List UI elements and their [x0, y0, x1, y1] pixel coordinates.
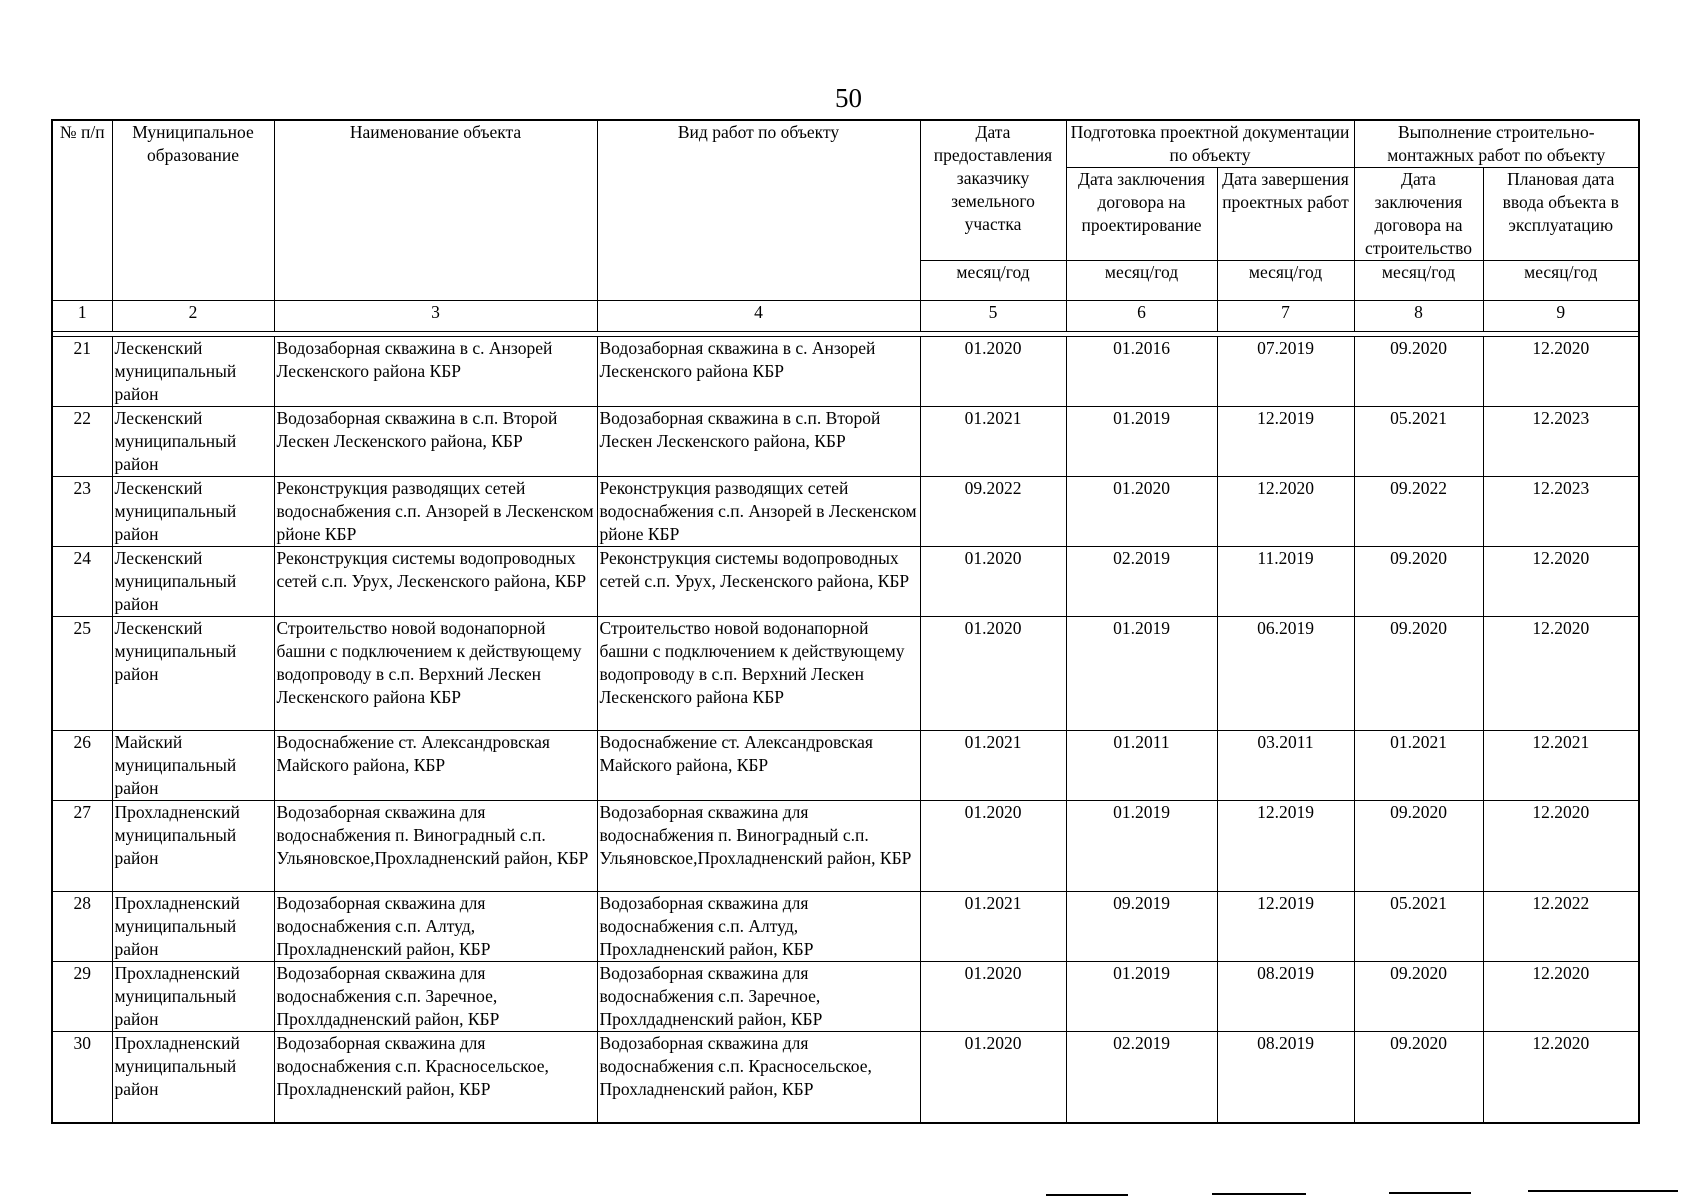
construction-contract-date-cell: 05.2021: [1354, 892, 1483, 962]
commissioning-date-cell: 12.2020: [1483, 1032, 1639, 1123]
column-number: 9: [1483, 301, 1639, 332]
construction-contract-date-cell: 05.2021: [1354, 407, 1483, 477]
land-date-cell: 01.2020: [920, 962, 1066, 1032]
work-type-cell: Водозаборная скважина для водоснабжения с.п. Алтуд, Прохладненский район, КБР: [597, 892, 920, 962]
municipality-cell: Лескенский муниципальный район: [112, 547, 274, 617]
unit-label: месяц/год: [1354, 261, 1483, 301]
municipality-cell: Лескенский муниципальный район: [112, 617, 274, 731]
table-row: [52, 617, 1639, 731]
object-name-cell: Водозаборная скважина для водоснабжения п. Виноградный с.п. Ульяновское,Прохладненский район, КБР: [274, 801, 597, 892]
row-number: 28: [52, 892, 112, 962]
unit-label: месяц/год: [920, 261, 1066, 301]
commissioning-date-cell: 12.2023: [1483, 477, 1639, 547]
unit-label: месяц/год: [1483, 261, 1639, 301]
work-type-cell: Строительство новой водонапорной башни с подключением к действующему водопроводу в с.п. Верхний Лескен Лескенского района КБР: [597, 617, 920, 731]
commissioning-date-cell: 12.2022: [1483, 892, 1639, 962]
design-contract-date-cell: 01.2019: [1066, 801, 1217, 892]
work-type-cell: Водозаборная скважина для водоснабжения п. Виноградный с.п. Ульяновское,Прохладненский район, КБР: [597, 801, 920, 892]
header-design-group: Подготовка проектной документации по объекту: [1066, 120, 1354, 168]
construction-contract-date-cell: 09.2020: [1354, 962, 1483, 1032]
construction-contract-date-cell: 01.2021: [1354, 731, 1483, 801]
table-row: [52, 892, 1639, 962]
table-row: [52, 477, 1639, 547]
land-date-cell: 01.2020: [920, 1032, 1066, 1123]
object-name-cell: Водозаборная скважина в с.п. Второй Лескен Лескенского района, КБР: [274, 407, 597, 477]
design-completion-date-cell: 11.2019: [1217, 547, 1354, 617]
design-completion-date-cell: 08.2019: [1217, 1032, 1354, 1123]
land-date-cell: 01.2020: [920, 617, 1066, 731]
unit-label: месяц/год: [1066, 261, 1217, 301]
object-name-cell: Водозаборная скважина для водоснабжения с.п. Красносельское, Прохладненский район, КБР: [274, 1032, 597, 1123]
column-number: 7: [1217, 301, 1354, 332]
construction-contract-date-cell: 09.2020: [1354, 801, 1483, 892]
column-number: 6: [1066, 301, 1217, 332]
land-date-cell: 01.2021: [920, 407, 1066, 477]
design-contract-date-cell: 01.2019: [1066, 617, 1217, 731]
table-row: [52, 1032, 1639, 1123]
design-contract-date-cell: 02.2019: [1066, 1032, 1217, 1123]
row-number: 26: [52, 731, 112, 801]
header-work-type: Вид работ по объекту: [597, 120, 920, 301]
design-completion-date-cell: 12.2019: [1217, 801, 1354, 892]
design-completion-date-cell: 03.2011: [1217, 731, 1354, 801]
work-type-cell: Реконструкция системы водопроводных сетей с.п. Урух, Лескенского района, КБР: [597, 547, 920, 617]
design-contract-date-cell: 01.2019: [1066, 407, 1217, 477]
header-design-contract-date: Дата заключения договора на проектирование: [1066, 168, 1217, 261]
object-name-cell: Реконструкция системы водопроводных сетей с.п. Урух, Лескенского района, КБР: [274, 547, 597, 617]
header-construction-contract-date: Дата заключения договора на строительство: [1354, 168, 1483, 261]
municipality-cell: Лескенский муниципальный район: [112, 477, 274, 547]
design-completion-date-cell: 12.2020: [1217, 477, 1354, 547]
design-completion-date-cell: 08.2019: [1217, 962, 1354, 1032]
design-completion-date-cell: 07.2019: [1217, 337, 1354, 407]
commissioning-date-cell: 12.2020: [1483, 617, 1639, 731]
work-type-cell: Водозаборная скважина в с. Анзорей Лескенского района КБР: [597, 337, 920, 407]
row-number: 30: [52, 1032, 112, 1123]
design-completion-date-cell: 12.2019: [1217, 407, 1354, 477]
municipality-cell: Лескенский муниципальный район: [112, 407, 274, 477]
land-date-cell: 01.2020: [920, 801, 1066, 892]
table-body: [52, 337, 1639, 1123]
object-name-cell: Водозаборная скважина в с. Анзорей Лескенского района КБР: [274, 337, 597, 407]
commissioning-date-cell: 12.2020: [1483, 337, 1639, 407]
row-number: 21: [52, 337, 112, 407]
municipality-cell: Прохладненский муниципальный район: [112, 801, 274, 892]
column-number: 4: [597, 301, 920, 332]
row-number: 22: [52, 407, 112, 477]
row-number: 27: [52, 801, 112, 892]
municipality-cell: Лескенский муниципальный район: [112, 337, 274, 407]
work-type-cell: Водозаборная скважина для водоснабжения с.п. Заречное, Прохлдадненский район, КБР: [597, 962, 920, 1032]
land-date-cell: 01.2021: [920, 892, 1066, 962]
work-type-cell: Водоснабжение ст. Александровская Майского района, КБР: [597, 731, 920, 801]
column-number: 5: [920, 301, 1066, 332]
header-number: № п/п: [52, 120, 112, 301]
object-name-cell: Реконструкция разводящих сетей водоснабжения с.п. Анзорей в Лескенском рйоне КБР: [274, 477, 597, 547]
object-name-cell: Водозаборная скважина для водоснабжения с.п. Алтуд, Прохладненский район, КБР: [274, 892, 597, 962]
table-row: [52, 731, 1639, 801]
header-design-completion-date: Дата завершения проектных работ: [1217, 168, 1354, 261]
header-land-date: Дата предоставления заказчику земельного участка: [920, 120, 1066, 261]
object-name-cell: Водозаборная скважина для водоснабжения с.п. Заречное, Прохлдадненский район, КБР: [274, 962, 597, 1032]
object-name-cell: Водоснабжение ст. Александровская Майского района, КБР: [274, 731, 597, 801]
row-number: 24: [52, 547, 112, 617]
municipality-cell: Прохладненский муниципальный район: [112, 962, 274, 1032]
municipality-cell: Прохладненский муниципальный район: [112, 892, 274, 962]
row-number: 23: [52, 477, 112, 547]
unit-label: месяц/год: [1217, 261, 1354, 301]
objects-table: [51, 119, 1640, 1124]
construction-contract-date-cell: 09.2020: [1354, 337, 1483, 407]
commissioning-date-cell: 12.2020: [1483, 547, 1639, 617]
land-date-cell: 01.2020: [920, 337, 1066, 407]
table-row: [52, 407, 1639, 477]
commissioning-date-cell: 12.2020: [1483, 962, 1639, 1032]
design-contract-date-cell: 01.2019: [1066, 962, 1217, 1032]
table-row: [52, 337, 1639, 407]
land-date-cell: 01.2021: [920, 731, 1066, 801]
header-construction-group: Выполнение строительно-монтажных работ по объекту: [1354, 120, 1639, 168]
column-number: 2: [112, 301, 274, 332]
design-contract-date-cell: 01.2011: [1066, 731, 1217, 801]
header-municipality: Муниципальное образование: [112, 120, 274, 301]
row-number: 25: [52, 617, 112, 731]
municipality-cell: Прохладненский муниципальный район: [112, 1032, 274, 1123]
construction-contract-date-cell: 09.2020: [1354, 617, 1483, 731]
municipality-cell: Майский муниципальный район: [112, 731, 274, 801]
design-completion-date-cell: 12.2019: [1217, 892, 1354, 962]
page-number: 50: [835, 83, 862, 113]
commissioning-date-cell: 12.2021: [1483, 731, 1639, 801]
row-number: 29: [52, 962, 112, 1032]
commissioning-date-cell: 12.2023: [1483, 407, 1639, 477]
table-row: [52, 801, 1639, 892]
design-contract-date-cell: 01.2020: [1066, 477, 1217, 547]
column-number: 3: [274, 301, 597, 332]
design-contract-date-cell: 02.2019: [1066, 547, 1217, 617]
column-number: 8: [1354, 301, 1483, 332]
construction-contract-date-cell: 09.2022: [1354, 477, 1483, 547]
object-name-cell: Строительство новой водонапорной башни с подключением к действующему водопроводу в с.п. Верхний Лескен Лескенского района КБР: [274, 617, 597, 731]
design-completion-date-cell: 06.2019: [1217, 617, 1354, 731]
table-header: [52, 120, 1639, 337]
work-type-cell: Водозаборная скважина в с.п. Второй Лескен Лескенского района, КБР: [597, 407, 920, 477]
design-contract-date-cell: 09.2019: [1066, 892, 1217, 962]
design-contract-date-cell: 01.2016: [1066, 337, 1217, 407]
table-row: [52, 962, 1639, 1032]
commissioning-date-cell: 12.2020: [1483, 801, 1639, 892]
work-type-cell: Водозаборная скважина для водоснабжения с.п. Красносельское, Прохладненский район, КБР: [597, 1032, 920, 1123]
construction-contract-date-cell: 09.2020: [1354, 1032, 1483, 1123]
column-number: 1: [52, 301, 112, 332]
header-object-name: Наименование объекта: [274, 120, 597, 301]
column-numbers-row: [52, 301, 1639, 332]
table-row: [52, 547, 1639, 617]
work-type-cell: Реконструкция разводящих сетей водоснабжения с.п. Анзорей в Лескенском рйоне КБР: [597, 477, 920, 547]
header-commissioning-date: Плановая дата ввода объекта в эксплуатацию: [1483, 168, 1639, 261]
land-date-cell: 09.2022: [920, 477, 1066, 547]
land-date-cell: 01.2020: [920, 547, 1066, 617]
construction-contract-date-cell: 09.2020: [1354, 547, 1483, 617]
